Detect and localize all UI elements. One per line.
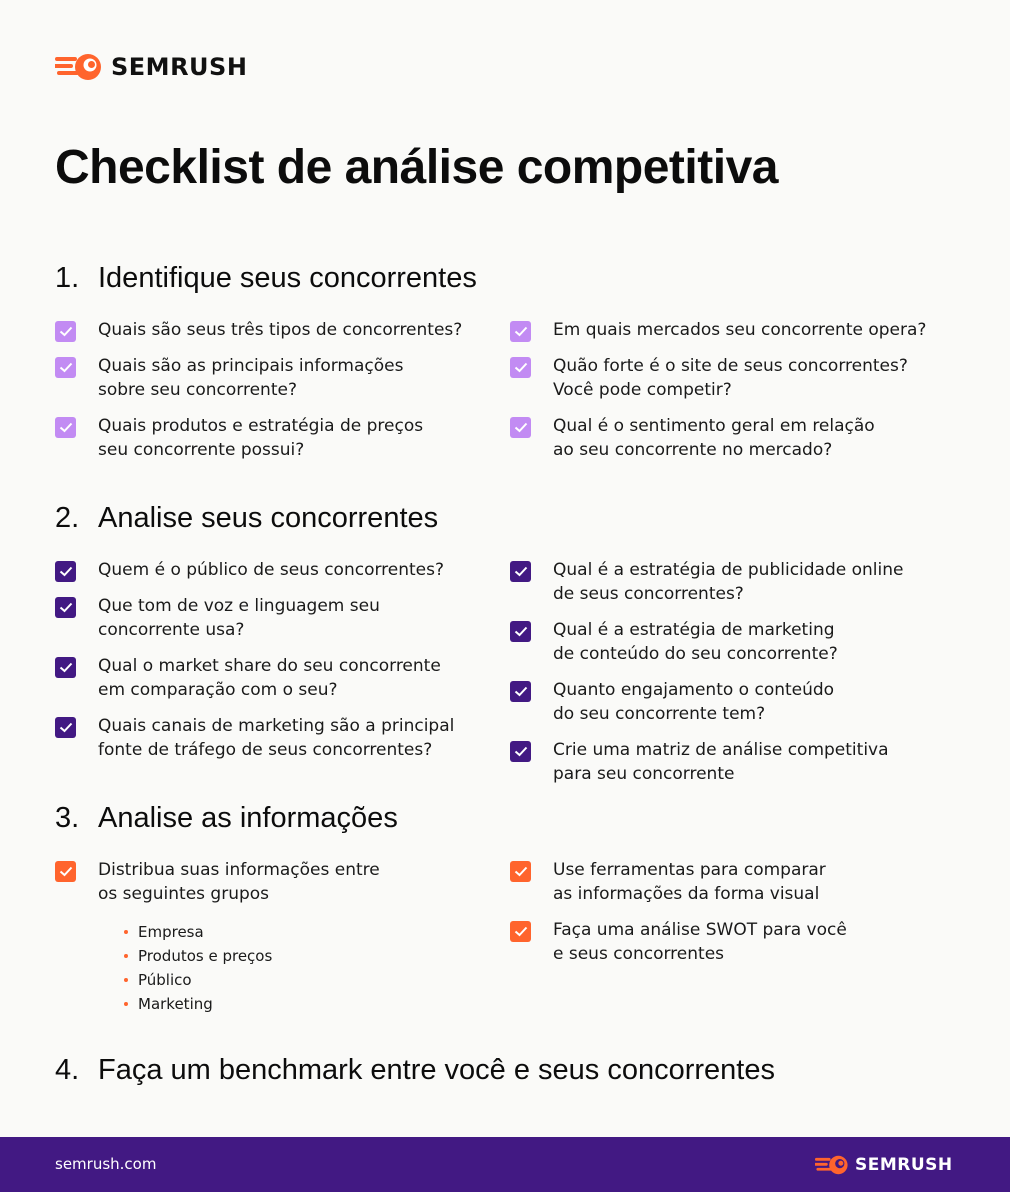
section-number: 2. <box>55 502 80 534</box>
bullet-dot-icon <box>124 1002 128 1006</box>
checklist-item-text: Quais canais de marketing são a principal fonte de tráfego de seus concorrentes? <box>98 716 455 760</box>
semrush-flame-icon <box>55 52 103 82</box>
section-title: Analise as informações <box>98 802 398 834</box>
checkbox-checked-icon <box>510 861 531 882</box>
checkbox-checked-icon <box>55 861 76 882</box>
semrush-flame-icon <box>815 1154 849 1176</box>
checklist-item <box>510 741 889 786</box>
section-title: Faça um benchmark entre você e seus concorrentes <box>98 1054 775 1086</box>
checklist-item-text: Quais produtos e estratégia de preços seu concorrente possui? <box>98 416 424 460</box>
checkbox-checked-icon <box>510 417 531 438</box>
checklist-item <box>55 417 423 462</box>
checkbox-checked-icon <box>55 321 76 342</box>
checklist-item <box>510 921 847 966</box>
footer-bar <box>0 1137 1010 1192</box>
checkbox-checked-icon <box>510 741 531 762</box>
section-3-heading <box>55 802 398 835</box>
checklist-item <box>510 621 838 666</box>
checklist-item <box>510 861 826 906</box>
footer-semrush-logo <box>815 1154 953 1176</box>
section-title: Identifique seus concorrentes <box>98 262 477 294</box>
bullet-dot-icon <box>124 954 128 958</box>
checklist-item-text: Use ferramentas para comparar as informações da forma visual <box>553 860 826 904</box>
checklist-item <box>55 561 444 582</box>
bullet-dot-icon <box>124 978 128 982</box>
checkbox-checked-icon <box>510 681 531 702</box>
checkbox-checked-icon <box>55 417 76 438</box>
checkbox-checked-icon <box>510 561 531 582</box>
semrush-logo <box>55 52 247 82</box>
checklist-item-text: Quais são seus três tipos de concorrentes? <box>98 320 463 340</box>
checkbox-checked-icon <box>55 717 76 738</box>
checkbox-checked-icon <box>55 657 76 678</box>
checklist-item-text: Qual é a estratégia de publicidade online de seus concorrentes? <box>553 560 904 604</box>
section-number: 1. <box>55 262 80 294</box>
checklist-item-text: Quais são as principais informações sobre seu concorrente? <box>98 356 404 400</box>
checklist-item-text: Distribua suas informações entre os seguintes grupos <box>98 860 380 904</box>
checkbox-checked-icon <box>55 597 76 618</box>
checklist-item <box>510 321 926 342</box>
checkbox-checked-icon <box>510 321 531 342</box>
section-4-heading <box>55 1054 775 1087</box>
sub-bullet-item: Marketing <box>124 992 272 1016</box>
checklist-item <box>55 861 380 906</box>
footer-logo-wordmark: SEMRUSH <box>855 1155 953 1175</box>
sub-bullet-item: Produtos e preços <box>124 944 272 968</box>
checkbox-checked-icon <box>510 357 531 378</box>
section-1-heading <box>55 262 477 295</box>
checkbox-checked-icon <box>55 357 76 378</box>
checklist-item <box>510 561 903 606</box>
sub-bullet-list <box>124 920 272 1016</box>
logo-wordmark: SEMRUSH <box>111 53 248 81</box>
checklist-item <box>510 681 834 726</box>
checklist-item-text: Qual é o sentimento geral em relação ao seu concorrente no mercado? <box>553 416 875 460</box>
checklist-item <box>55 357 403 402</box>
page-title: Checklist de análise competitiva <box>55 141 778 194</box>
section-title: Analise seus concorrentes <box>98 502 439 534</box>
checklist-item <box>510 357 908 402</box>
checklist-item-text: Que tom de voz e linguagem seu concorrente usa? <box>98 596 380 640</box>
footer-url-link[interactable]: semrush.com <box>55 1155 157 1173</box>
checklist-item <box>55 321 462 342</box>
checklist-item <box>55 597 380 642</box>
checklist-item-text: Faça uma análise SWOT para você e seus concorrentes <box>553 920 847 964</box>
checkbox-checked-icon <box>510 621 531 642</box>
checkbox-checked-icon <box>55 561 76 582</box>
checklist-item-text: Em quais mercados seu concorrente opera? <box>553 320 927 340</box>
checklist-item-text: Qual o market share do seu concorrente em comparação com o seu? <box>98 656 441 700</box>
checklist-item-text: Crie uma matriz de análise competitiva para seu concorrente <box>553 740 889 784</box>
section-number: 3. <box>55 802 80 834</box>
checklist-item <box>510 417 875 462</box>
bullet-dot-icon <box>124 930 128 934</box>
checklist-item <box>55 717 454 762</box>
sub-bullet-item: Empresa <box>124 920 272 944</box>
checklist-item <box>55 657 441 702</box>
checklist-item-text: Quanto engajamento o conteúdo do seu concorrente tem? <box>553 680 835 724</box>
checklist-item-text: Qual é a estratégia de marketing de conteúdo do seu concorrente? <box>553 620 838 664</box>
section-2-heading <box>55 502 438 535</box>
checklist-item-text: Quem é o público de seus concorrentes? <box>98 560 445 580</box>
checklist-item-text: Quão forte é o site de seus concorrentes? Você pode competir? <box>553 356 908 400</box>
sub-bullet-item: Público <box>124 968 272 992</box>
checkbox-checked-icon <box>510 921 531 942</box>
section-number: 4. <box>55 1054 80 1086</box>
